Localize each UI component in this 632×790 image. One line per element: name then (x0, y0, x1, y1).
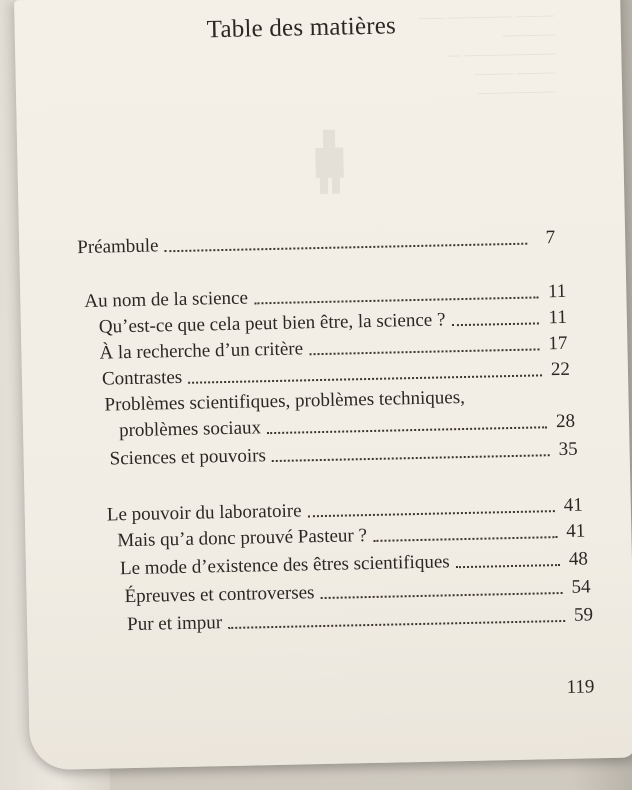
toc-entry-label: problèmes sociaux (118, 417, 262, 442)
toc-entry-page: 17 (548, 332, 568, 355)
toc-entry-label: Le pouvoir du laboratoire (106, 500, 302, 526)
toc-entry-label: À la recherche d’un critère (99, 338, 304, 364)
toc-entry-page: 41 (563, 494, 583, 516)
toc-entry-page: 22 (550, 358, 571, 381)
toc-entry-label: Le mode d’existence des êtres scientifiques (119, 551, 450, 580)
show-through-figure (309, 125, 350, 196)
leader-dots (267, 426, 547, 434)
toc-entry-label: Épreuves et controverses (124, 582, 315, 608)
toc-entry-preamble (77, 227, 555, 259)
toc-entry-label: Mais qu’a donc prouvé Pasteur ? (117, 525, 368, 552)
toc-entry (117, 521, 585, 553)
leader-dots (228, 620, 565, 629)
toc-entry-label: Contrastes (101, 366, 183, 390)
toc-entry-page: 28 (555, 410, 576, 433)
leader-dots (373, 536, 557, 542)
toc-entry-page: 35 (558, 438, 578, 461)
toc-entry (124, 576, 590, 608)
toc-entry-page: 54 (571, 576, 591, 598)
toc-entry-label: Sciences et pouvoirs (109, 445, 267, 470)
toc-entry-page: 59 (573, 604, 594, 626)
toc-entry-label: Au nom de la science (84, 287, 249, 312)
page-title: Table des matières (206, 12, 397, 44)
toc-entry-label: Qu’est-ce que cela peut bien être, la science ? (98, 309, 446, 338)
leader-dots (165, 243, 528, 253)
toc-entry-label: Pur et impur (126, 612, 223, 636)
toc-entry-page: 11 (548, 306, 568, 329)
leader-dots (272, 454, 550, 462)
toc-entry (119, 411, 575, 443)
leader-dots (309, 348, 539, 355)
leader-dots (188, 374, 542, 383)
toc-entry (127, 604, 593, 636)
leader-dots (254, 296, 538, 304)
toc-entry-page: 11 (547, 280, 567, 303)
page-number: 119 (566, 676, 595, 698)
show-through-text: ——— ————— —— ———— ——————— — ——— ——— —————— (417, 7, 557, 100)
leader-dots (321, 592, 563, 599)
leader-dots (308, 510, 555, 517)
toc-entry-page: 48 (568, 548, 589, 570)
leader-dots (452, 322, 539, 326)
toc-entry-page: 7 (545, 227, 556, 249)
toc-entry-label: Préambule (77, 235, 159, 259)
toc-entry (120, 548, 588, 580)
book-page (14, 0, 632, 770)
toc-entry (109, 439, 577, 471)
toc-entry-page: 41 (566, 520, 586, 542)
leader-dots (456, 564, 560, 568)
toc-entry-label-line1: Problèmes scientifiques, problèmes techniques, (104, 386, 466, 416)
toc-entry (102, 359, 570, 391)
